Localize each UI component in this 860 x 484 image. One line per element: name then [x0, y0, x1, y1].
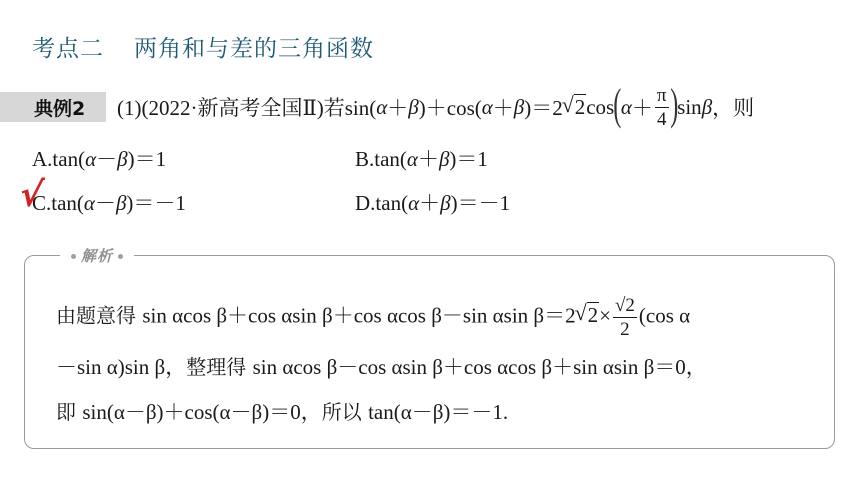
- question-prefix: (1)(2022·新高考全国Ⅱ)若sin(: [117, 96, 377, 120]
- analysis-text: 所以: [321, 400, 369, 424]
- analysis-math: sin αcos β－cos αsin β＋cos αcos β＋sin αsin β＝0，: [252, 355, 707, 379]
- option-text: A.tan(: [32, 147, 86, 171]
- analysis-math: －sin α)sin β，: [56, 355, 187, 379]
- beta: β: [513, 94, 525, 119]
- beta: β: [117, 147, 128, 171]
- beta: β: [438, 147, 450, 171]
- section-title: [32, 30, 374, 63]
- plus: ＋: [492, 96, 514, 120]
- cos: cos: [586, 94, 615, 119]
- analysis-line-3: [56, 396, 508, 426]
- fraction-numerator: π: [656, 84, 667, 106]
- right-paren: ): [669, 80, 678, 129]
- fraction-denominator: 2: [620, 319, 630, 340]
- correct-check-icon: √: [17, 175, 46, 215]
- fraction-pi-over-4: [655, 86, 669, 129]
- section-heading: 两角和与差的三角函数: [134, 36, 374, 62]
- analysis-line-1: [56, 296, 690, 339]
- option-text: D.tan(: [355, 191, 409, 215]
- beta: β: [115, 191, 127, 215]
- plus: ＋: [387, 96, 409, 120]
- alpha: α: [408, 191, 420, 215]
- fraction-numerator: √2: [614, 295, 635, 316]
- option-c[interactable]: [32, 187, 186, 217]
- alpha: α: [83, 191, 95, 215]
- analysis-text: 即: [56, 400, 83, 424]
- beta: β: [408, 94, 419, 119]
- option-text: C.tan(: [32, 191, 84, 215]
- option-d[interactable]: [355, 187, 510, 217]
- equals-two: )＝2: [524, 96, 563, 120]
- operator: －: [96, 147, 118, 171]
- question-mid: )＋cos(: [418, 96, 482, 120]
- analysis-text: 由题意得: [56, 303, 143, 328]
- plus: ＋: [631, 96, 653, 120]
- question-text: [117, 78, 842, 136]
- sqrt-radicand: 2: [587, 303, 599, 328]
- operator: ＋: [419, 191, 441, 215]
- analysis-text: 整理得: [186, 355, 253, 379]
- example-tag: [0, 92, 106, 122]
- option-a[interactable]: [32, 143, 166, 173]
- beta: β: [701, 94, 713, 119]
- analysis-math: (cos α: [638, 303, 691, 328]
- alpha: α: [85, 147, 97, 171]
- sqrt: [576, 303, 600, 328]
- option-b[interactable]: [355, 143, 488, 173]
- alpha: α: [481, 94, 493, 119]
- alpha: α: [620, 94, 632, 119]
- option-rest: )＝1: [127, 147, 167, 171]
- analysis-math: sin αcos β＋cos αsin β＋cos αcos β－sin αsin β＝2: [142, 303, 576, 328]
- operator: ＋: [417, 147, 439, 171]
- section-label: 考点二: [32, 36, 104, 62]
- sin: sin: [677, 94, 702, 119]
- alpha: α: [376, 94, 388, 119]
- beta: β: [440, 191, 451, 215]
- analysis-label: 解析: [60, 245, 134, 266]
- fraction-denominator: 4: [656, 108, 667, 130]
- sqrt-radicand: 2: [574, 94, 586, 119]
- times-sign: ×: [599, 303, 611, 328]
- sqrt: [563, 95, 587, 120]
- alpha: α: [406, 147, 418, 171]
- option-rest: )＝－1: [126, 191, 186, 215]
- analysis-math: sin(α－β)＋cos(α－β)＝0，: [82, 400, 322, 424]
- question-end: ，则: [712, 96, 755, 120]
- left-paren: (: [613, 80, 622, 129]
- option-rest: )＝1: [449, 147, 488, 171]
- operator: －: [94, 191, 116, 215]
- fraction-sqrt2-over-2: [613, 296, 637, 339]
- option-rest: )＝－1: [450, 191, 511, 215]
- analysis-math: tan(α－β)＝－1.: [368, 400, 509, 424]
- option-text: B.tan(: [355, 147, 407, 171]
- example-tag-label: 典例2: [34, 97, 86, 120]
- analysis-line-2: [56, 351, 707, 381]
